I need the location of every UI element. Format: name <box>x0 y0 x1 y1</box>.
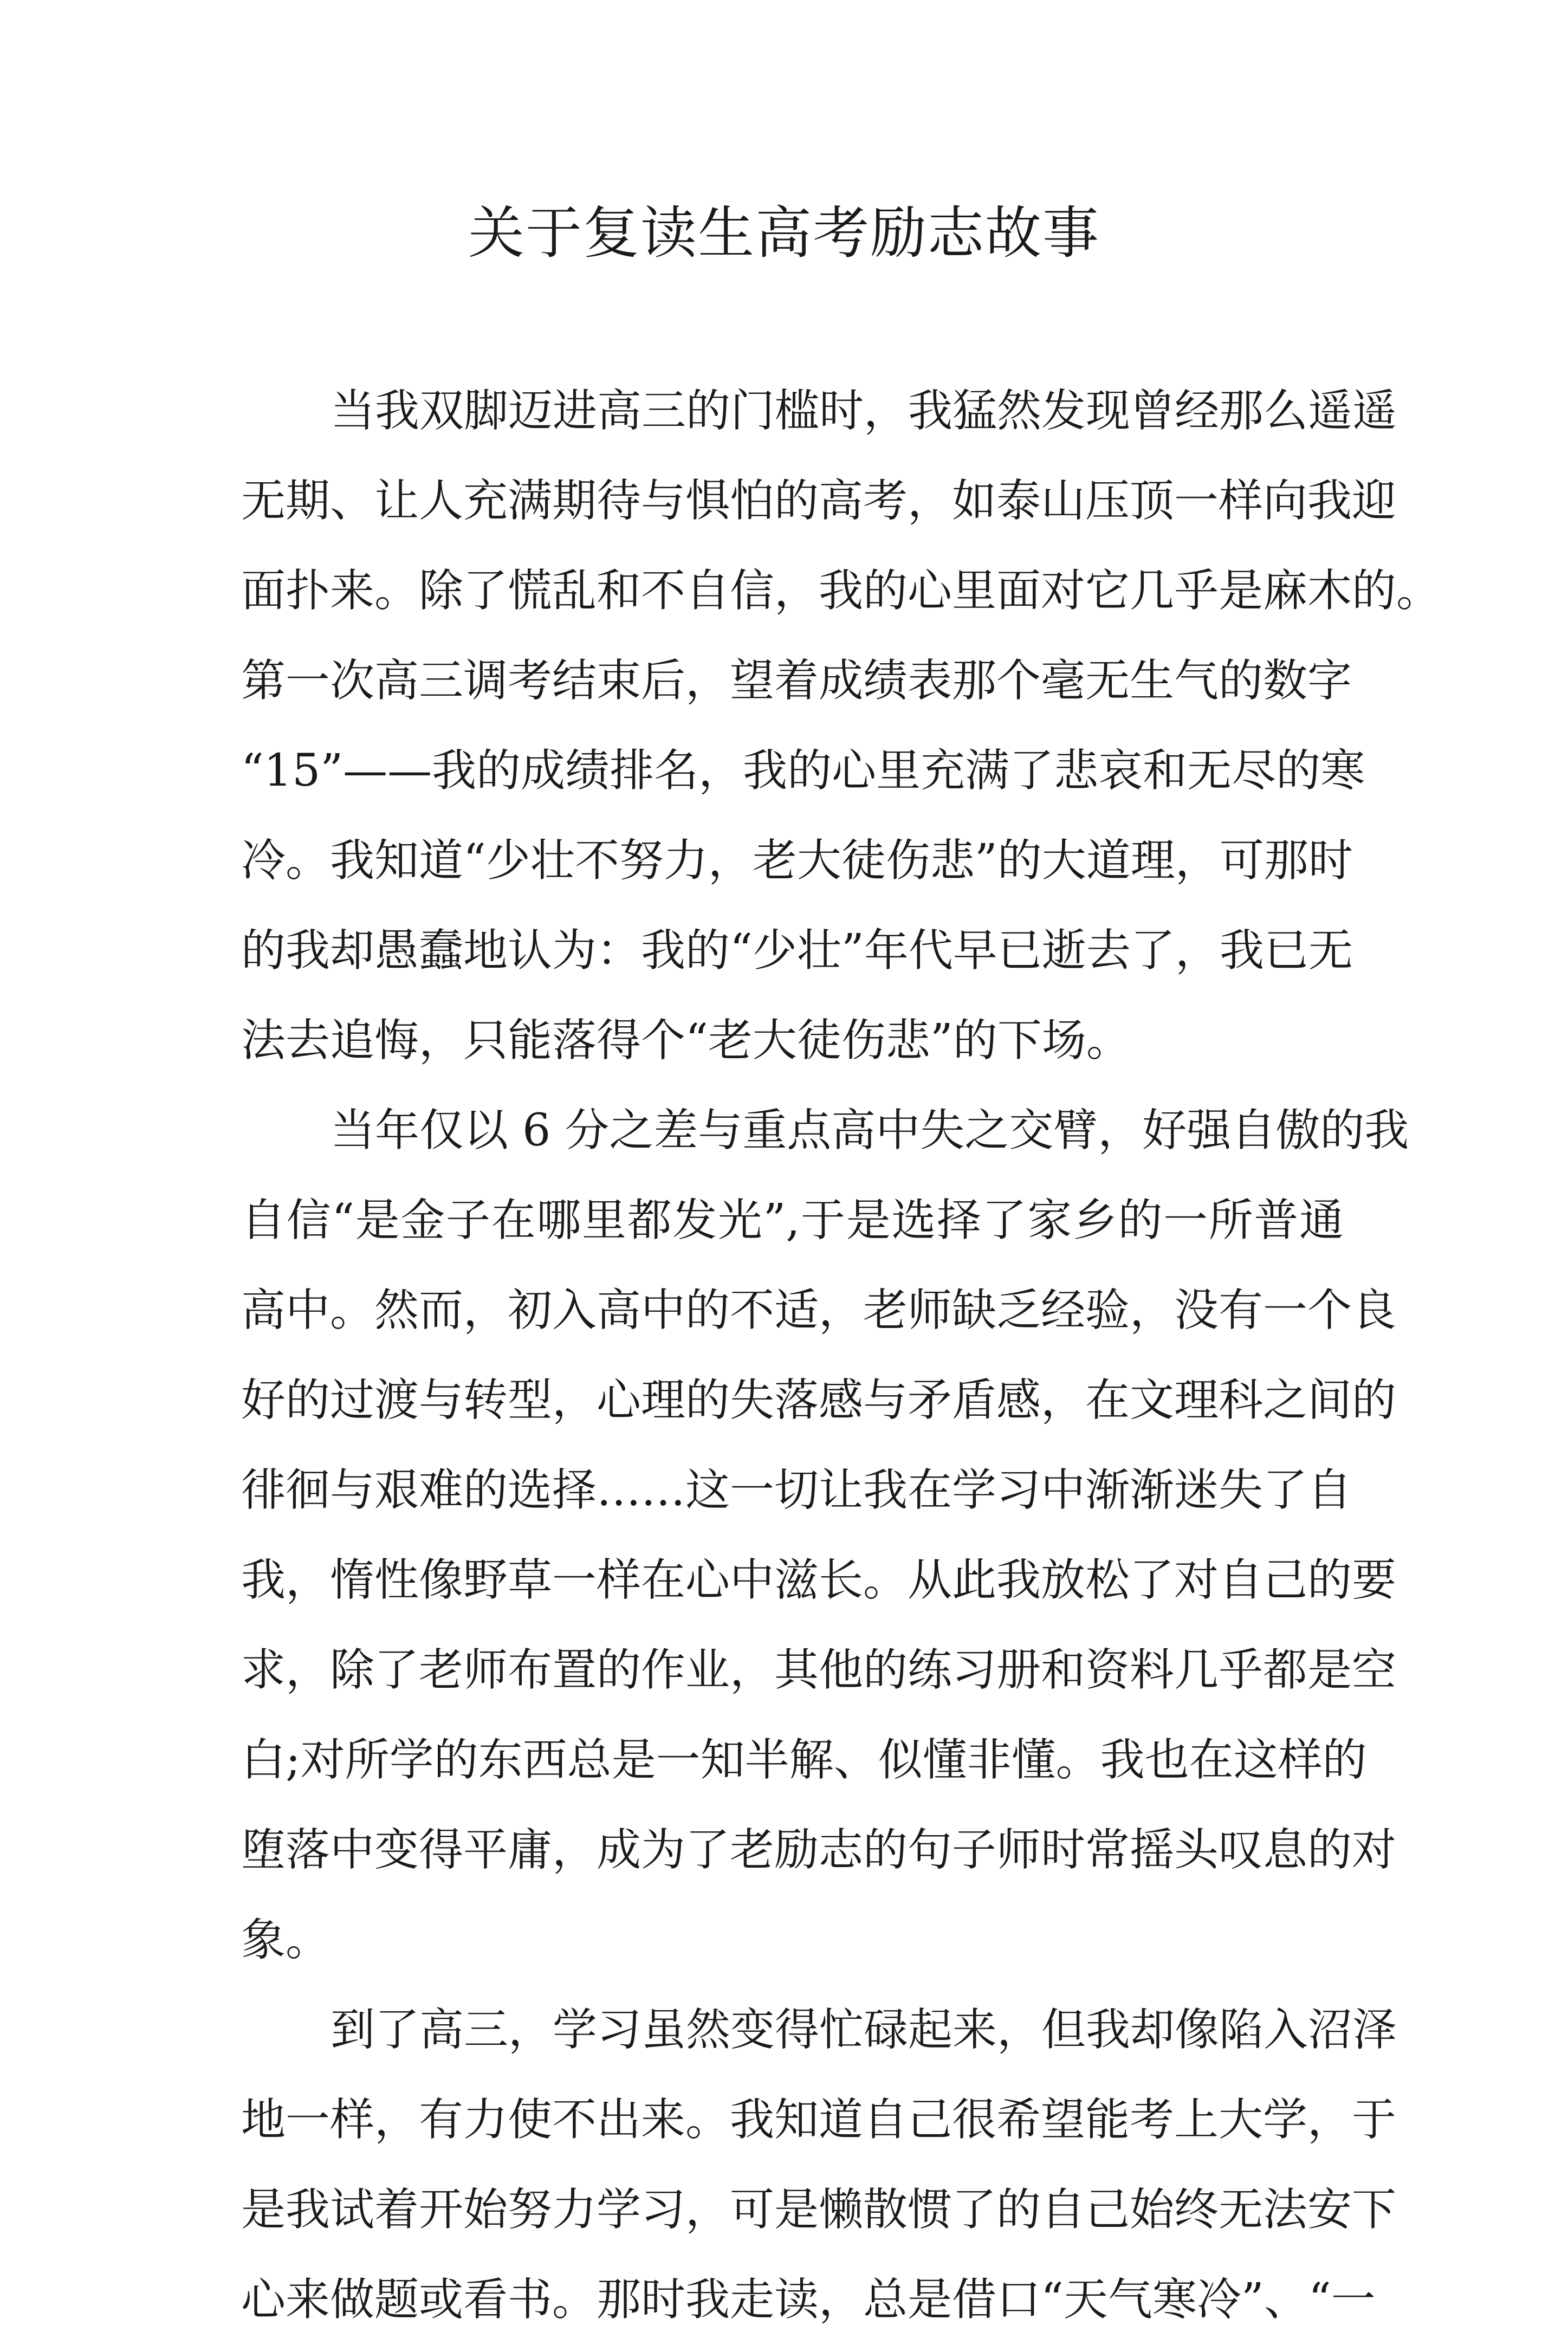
text-line: 象。 <box>241 1914 331 1966</box>
text-line: 当我双脚迈进高三的门槛时，我猛然发现曾经那么遥遥 <box>331 385 1397 437</box>
text-line: 地一样，有力使不出来。我知道自己很希望能考上大学，于 <box>241 2094 1397 2146</box>
text-line: 我，惰性像野草一样在心中滋长。从此我放松了对自己的要 <box>241 1554 1397 1606</box>
text-line: 无期、让人充满期待与惧怕的高考，如泰山压顶一样向我迎 <box>241 475 1397 527</box>
text-line: 法去追悔，只能落得个“老大徒伤悲”的下场。 <box>241 1015 1131 1066</box>
text-line: 堕落中变得平庸，成为了老励志的句子师时常摇头叹息的对 <box>241 1824 1397 1876</box>
text-line: “15”——我的成绩排名，我的心里充满了悲哀和无尽的寒 <box>241 745 1365 796</box>
text-line: 徘徊与艰难的选择……这一切让我在学习中渐渐迷失了自 <box>241 1465 1352 1516</box>
text-line: 的我却愚蠢地认为：我的“少壮”年代早已逝去了，我已无 <box>241 925 1353 976</box>
text-line: 白;对所学的东西总是一知半解、似懂非懂。我也在这样的 <box>241 1734 1367 1786</box>
text-line: 求，除了老师布置的作业，其他的练习册和资料几乎都是空 <box>241 1644 1397 1696</box>
text-line: 高中。然而，初入高中的不适，老师缺乏经验，没有一个良 <box>241 1285 1397 1336</box>
text-line: 当年仅以 6 分之差与重点高中失之交臂，好强自傲的我 <box>331 1105 1409 1156</box>
document-title: 关于复读生高考励志故事 <box>468 200 1100 266</box>
text-line: 第一次高三调考结束后，望着成绩表那个毫无生气的数字 <box>241 655 1352 707</box>
text-line: 到了高三，学习虽然变得忙碌起来，但我却像陷入沼泽 <box>331 2004 1397 2056</box>
text-line: 是我试着开始努力学习，可是懒散惯了的自己始终无法安下 <box>241 2184 1397 2236</box>
text-line: 心来做题或看书。那时我走读，总是借口“天气寒冷”、“一 <box>241 2274 1376 2325</box>
text-line: 自信“是金子在哪里都发光”,于是选择了家乡的一所普通 <box>241 1195 1344 1246</box>
text-line: 面扑来。除了慌乱和不自信，我的心里面对它几乎是麻木的。 <box>241 565 1441 617</box>
text-line: 冷。我知道“少壮不努力，老大徒伤悲”的大道理，可那时 <box>241 835 1353 886</box>
document-body <box>241 366 1441 2345</box>
text-line: 好的过渡与转型，心理的失落感与矛盾感，在文理科之间的 <box>241 1375 1397 1426</box>
